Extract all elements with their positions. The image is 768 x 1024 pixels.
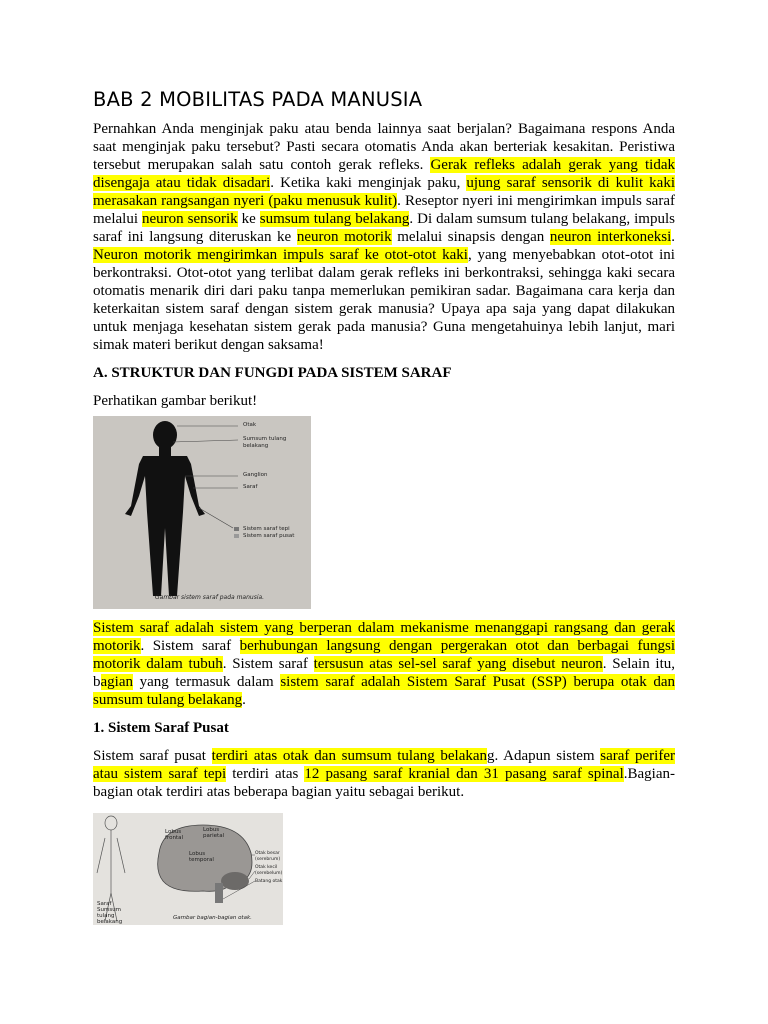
highlighted-text: Gerak refleks adalah gerak yang tidak disengaja atau tidak disadari [93,157,675,191]
central-nervous-paragraph [93,747,675,801]
body-text: . Selain itu, b [93,656,676,690]
figure-label-saraf: Saraf [243,484,258,490]
nervous-system-paragraph [93,619,675,709]
brain-parts-figure [93,813,283,925]
document-page [93,88,675,925]
highlighted-text: berhubungan langsung dengan pergerakan otot dan berbagai fungsi motorik dalam tubuh [93,638,675,672]
body-text: Sistem saraf pusat [93,748,212,764]
body-text: . Sistem saraf [222,656,314,672]
highlighted-text: agian [100,674,133,690]
highlighted-text: sumsum tulang belakang [259,211,410,227]
highlighted-text: sistem saraf adalah Sistem Saraf Pusat (SSP) berupa otak dan sumsum tulang belakang [93,674,676,708]
brain-label-parietal: Lobus parietal [203,827,225,839]
brain-figure-caption: Gambar bagian-bagian otak. [173,915,252,921]
brain-label-temporal: Lobus temporal [189,851,214,863]
intro-paragraph [93,120,675,354]
body-text: . Di dalam sumsum tulang belakang, impuls saraf ini langsung diteruskan ke [93,211,675,245]
highlighted-text: tersusun atas sel-sel saraf yang disebut neuron [313,656,603,672]
body-text: melalui sinapsis dengan [391,229,550,245]
highlighted-text: Sistem saraf adalah sistem yang berperan dalam mekanisme menanggapi rangsang dan gerak motorik [93,620,675,654]
body-text: Pernahkan Anda menginjak paku atau benda lainnya saat berjalan? Bagaimana respons Anda saat menginjak paku tersebut? Pasti secara otomatis Anda akan berteriak kesakitan. Peristiwa tersebut merupakan salah satu contoh gerak refleks. [93,121,675,173]
brain-label-sumsum: Sumsum tulang belakang [97,907,123,925]
highlighted-text: 12 pasang saraf kranial dan 31 pasang saraf spinal [304,766,624,782]
body-text: , yang menyebabkan otot-otot ini berkontraksi. Otot-otot yang terlibat dalam gerak refleks ini berkontraksi, sehingga kaki secara otomatis menarik diri dari paku tanpa memerlukan pemikiran sadar. Bagaimana cara kerja dan keterkaitan sistem saraf dengan sistem gerak manusia? Upaya apa saja yang dapat dilakukan untuk menjaga kesehatan sistem gerak pada manusia? Guna mengetahuinya lebih lanjut, mari simak materi berikut dengan saksama! [93,247,675,353]
body-text: . Reseptor nyeri ini mengirimkan impuls saraf melalui [93,193,675,227]
highlighted-text: saraf perifer atau sistem saraf tepi [93,748,675,782]
brain-label-saraf: Saraf [97,901,112,907]
body-text: ke [237,211,260,227]
figure-label-ganglion: Ganglion [243,472,268,478]
brain-label-frontal: Lobus frontal [165,829,183,841]
section-heading-1: 1. Sistem Saraf Pusat [93,720,229,736]
highlighted-text: neuron motorik [296,229,392,245]
highlighted-text: neuron sensorik [141,211,238,227]
body-text: . [671,229,676,245]
nervous-system-figure [93,416,311,609]
body-text: . [242,692,246,708]
body-text: terdiri atas [226,766,305,782]
body-text: yang termasuk dalam [132,674,281,690]
brain-label-batang: Batang otak [255,879,283,884]
brain-label-serebrum: Otak besar (serebrum) [255,851,281,862]
highlighted-text: terdiri atas otak dan sumsum tulang belakan [211,748,488,764]
body-text: . Ketika kaki menginjak paku, [270,175,467,191]
figure-legend-pusat: Sistem saraf pusat [243,533,295,539]
figure-legend-tepi: Sistem saraf tepi [243,526,290,532]
highlighted-text: Neuron motorik mengirimkan impuls saraf ke otot-otot kaki [93,247,468,263]
body-text: g. Adapun sistem [487,748,601,764]
section-heading-a: A. STRUKTUR DAN FUNGDI PADA SISTEM SARAF [93,365,452,381]
figure-label-sumsum: Sumsum tulang belakang [243,436,287,449]
instruction-text: Perhatikan gambar berikut! [93,393,258,409]
body-text: . Sistem saraf [140,638,240,654]
figure-label-otak: Otak [243,422,257,428]
body-text: .Bagian-bagian otak terdiri atas beberapa bagian yaitu sebagai berikut. [93,766,675,800]
highlighted-text: neuron interkoneksi [549,229,672,245]
page-title: BAB 2 MOBILITAS PADA MANUSIA [93,88,423,111]
figure-caption: Gambar sistem saraf pada manusia. [155,594,265,601]
brain-label-serebelum: Otak kecil (serebelum) [255,865,283,876]
highlighted-text: ujung saraf sensorik di kulit kaki merasakan rangsangan nyeri (paku menusuk kulit) [93,175,675,209]
